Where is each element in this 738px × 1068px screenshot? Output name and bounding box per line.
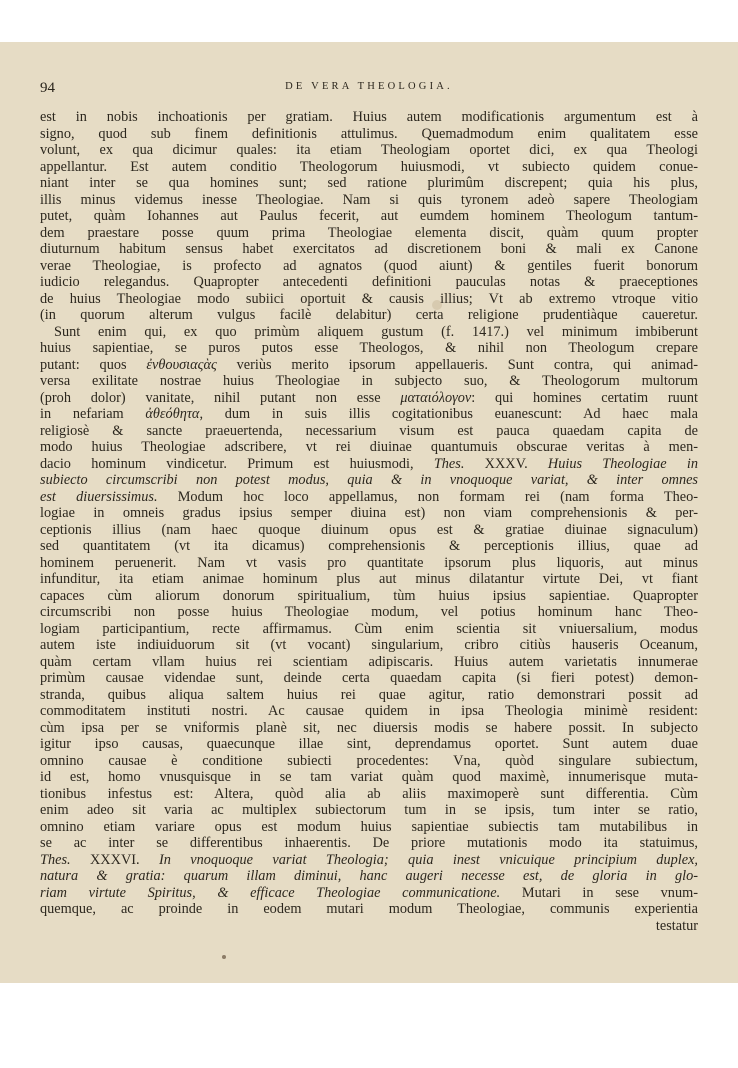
text-line [40, 291, 698, 308]
text-run: (in quorum alterum vulgus facilè delabitur) certa religione prudentiàque caueretur. [40, 307, 698, 323]
text-line [40, 159, 698, 176]
text-run: huius sapientiae, se puros putos esse Theologos, & nihil non Theologum crepare [40, 340, 698, 356]
text-line [40, 307, 698, 324]
text-line [40, 439, 698, 456]
text-run: est in nobis inchoationis per gratiam. Huius autem modificationis argumentum est à [40, 109, 698, 125]
text-line [40, 175, 698, 192]
text-run: enim adeo sit varia ac multiplex subiectorum tum in se ipsis, tum inter se ratio, [40, 802, 698, 818]
text-run: volunt, ex qua dicimur quales: ita etiam Theologiam oportet dici, ex qua Theologi [40, 142, 698, 158]
text-line [40, 390, 698, 407]
text-line [40, 588, 698, 605]
text-run: veriùs merito ipsorum appellaueris. Sunt contra, qui animad- [216, 356, 698, 373]
text-run: putant: quos [40, 356, 147, 373]
text-line [40, 505, 698, 522]
page-number: 94 [40, 80, 55, 96]
italic-run: ἐνθουσιαςὰς [146, 356, 217, 373]
text-run: autem iste indiuiduorum sit (vt vocant) singularium, cribro citiùs hauseris Oceanum, [40, 637, 698, 653]
text-line [40, 373, 698, 390]
text-line [40, 192, 698, 209]
text-run: niant inter se qua homines sunt; sed ratione plurimûm discrepent; quia his plus, [40, 175, 698, 191]
text-run: logiam participantium, recte affirmamus. Cùm enim scientia sit vniuersalium, modus [40, 620, 698, 637]
text-line [40, 769, 698, 786]
italic-run: In vnoquoque variat Theologia; quia inest vnicuique principium duplex, [159, 851, 698, 868]
italic-run: ἀθεόθητα [145, 406, 200, 422]
text-run: cùm ipsa per se vniformis planè sit, nec diuersis modis se habere possit. In subjecto [40, 719, 698, 736]
text-line [40, 868, 698, 885]
text-line [40, 753, 698, 770]
text-run: commoditatem instituti nostri. Ac causae quidem in ipsa Theologia minimè resident: [40, 703, 698, 719]
text-run: omnino causae è conditione subiecti procedentes: Vna, quòd singulare subiectum, [40, 752, 698, 769]
text-run: se ac inter se differentibus inhaerentis. De priore mutationis modo ita statuimus, [40, 835, 698, 851]
text-line [40, 142, 698, 159]
text-run: Mutari in sese vnum- [500, 884, 698, 901]
text-line [40, 456, 698, 473]
text-line [40, 736, 698, 753]
text-run: igitur ipso causas, quaecunque illae sint, deprendamus oportet. Sunt autem duae [40, 736, 698, 752]
text-run: illis minus videmus inesse Theologiae. Nam si quis tyronem adeò sapere Theologiam [40, 191, 698, 208]
text-line [40, 786, 698, 803]
text-line [40, 109, 698, 126]
text-line [40, 604, 698, 621]
italic-run: Thes. [40, 851, 71, 868]
text-run: stranda, quibus aliqua saltem huius rei quae agitur, ratio demonstrari possit ad [40, 686, 698, 703]
text-line [40, 703, 698, 720]
text-line [40, 258, 698, 275]
text-line [40, 208, 698, 225]
text-line [40, 670, 698, 687]
text-line [40, 621, 698, 638]
text-run: infunditur, ita etiam animae hominum plus aut minus dilatantur virtute Dei, vt fiant [40, 571, 698, 587]
text-run: verae Theologiae, is profecto ad agnatos (quod aiunt) & gentiles fuerit bonorum [40, 257, 698, 274]
text-run: id est, homo vnusquisque in se tam variat quàm quod maximè, innumerisque muta- [40, 769, 698, 785]
text-line [40, 819, 698, 836]
text-run: diuturnum habitum sensus habet exercitatos ad discretionem boni & mali ex Canone [40, 241, 698, 257]
italic-run: riam virtute Spiritus, & efficace Theologiae communicatione. [40, 884, 501, 901]
italic-run: Thes. [433, 455, 465, 472]
text-line [40, 538, 698, 555]
text-run: , dum in suis illis cogitationibus euanescunt: Ad haec mala [199, 406, 698, 422]
text-line [40, 802, 698, 819]
text-line [40, 852, 698, 869]
text-run: Modum hoc loco appellamus, non formam rei (nam forma Theo- [157, 488, 698, 505]
text-run: dacio hominum vindicetur. Primum est huiusmodi, [40, 455, 434, 472]
text-run: Sunt enim qui, ex quo primùm aliquem gustum (f. 1417.) vel minimum imbiberunt [54, 323, 698, 340]
page-header [40, 80, 698, 100]
text-run: circumscribi non posse huius Theologiae modum, vel potius hominum hanc Theo- [40, 604, 698, 620]
text-run: hominem peruenerit. Nam vt vasis pro quantitate ipsorum plus liquoris, aut minus [40, 554, 698, 571]
text-run: putet, quàm Iohannes aut Paulus fecerit, aut eumdem hominem Theologum tantum- [40, 208, 698, 224]
text-run: testatur [655, 917, 698, 934]
italic-run: Huius Theologiae in [547, 455, 698, 472]
running-head: DE VERA THEOLOGIA. [285, 81, 453, 92]
text-run: primùm causae videndae sunt, deinde certa quaedam capita (si fieri potest) demon- [40, 670, 698, 686]
text-line [40, 885, 698, 902]
paper-stain [222, 955, 226, 959]
paper-stain [432, 300, 442, 310]
text-line [40, 687, 698, 704]
italic-run: ματαιόλογον [400, 389, 472, 406]
text-run: (proh dolor) vanitate, nihil putant non esse [40, 389, 401, 406]
text-line [40, 357, 698, 374]
text-run: quemque, ac proinde in eodem mutari modum Theologiae, communis experientia [40, 901, 698, 917]
text-run: : qui homines certatim ruunt [471, 389, 699, 406]
text-line [40, 340, 698, 357]
italic-run: natura & gratia: quarum illam diminui, hanc augeri necesse est, de gloria in glo- [40, 868, 698, 884]
text-run: XXXV. [464, 455, 548, 472]
text-line [40, 489, 698, 506]
text-run: tionibus infestus est: Altera, quòd alia ab aliis maximoperè sunt differentia. Cùm [40, 785, 698, 802]
text-line [40, 571, 698, 588]
text-run: quàm certam vllam huius rei scientiam adipiscaris. Huius autem varietatis innumerae [40, 653, 698, 670]
italic-run: subiecto circumscribi non potest modus, quia & in vnoquoque variat, & inter omnes [40, 472, 698, 488]
text-run: de huius Theologiae modo subiici oportuit & causis illius; Vt ab extremo vtroque vitio [40, 290, 698, 307]
text-line [40, 423, 698, 440]
text-line [40, 555, 698, 572]
text-line [40, 637, 698, 654]
text-line [40, 522, 698, 539]
text-run: XXXVI. [70, 851, 159, 868]
text-run: appellantur. Est autem conditio Theologorum huiusmodi, vt subiecto quidem conue- [40, 158, 698, 175]
text-line [40, 126, 698, 143]
text-run: in nefariam [40, 406, 146, 422]
text-line [40, 835, 698, 852]
text-line [40, 324, 698, 341]
text-line [40, 274, 698, 291]
text-line [40, 901, 698, 918]
text-run: religiosè & sancte praeuertenda, necessarium visum est pauca quaedam capita de [40, 422, 698, 439]
text-run: ceptionis illius (nam haec quoque diuinum opus est & gratiae diuinae signaculum) [40, 521, 698, 538]
text-run: sed quantitatem (vt ita dicamus) comprehensionis & perceptionis illius, quae ad [40, 538, 698, 554]
text-run: signo, quod sub finem definitionis attulimus. Quemadmodum enim qualitatem esse [40, 125, 698, 142]
body-text [40, 109, 698, 934]
text-run: dem praestare posse quum prima Theologiae elementa discit, quàm quum propter [40, 224, 698, 241]
text-run: logiae in omneis gradus ipsius semper diuina est) non viam comprehensionis & per- [40, 505, 698, 521]
text-line [40, 241, 698, 258]
text-line [40, 406, 698, 423]
text-line [40, 654, 698, 671]
text-run: capaces cùm aliorum donorum spiritualium, tùm huius ipsius sapientiae. Quapropter [40, 587, 698, 604]
text-line [40, 472, 698, 489]
text-run: omnino etiam variare opus est modum huius sapientiae subiectis tam mutabilibus in [40, 818, 698, 835]
text-line [40, 720, 698, 737]
text-run: modo huius Theologiae adscribere, vt rei diuinae quantumuis obscurae veritas à men- [40, 439, 698, 455]
italic-run: est diuersissimus. [40, 488, 158, 505]
book-page [0, 42, 738, 983]
text-run: versa exilitate nostrae huius Theologiae in subjecto suo, & Theologorum multorum [40, 373, 698, 389]
text-line [40, 225, 698, 242]
text-run: iudicio relegandus. Quapropter antecedenti definitioni pauculas notas & praeceptiones [40, 274, 698, 290]
text-line [40, 918, 698, 935]
